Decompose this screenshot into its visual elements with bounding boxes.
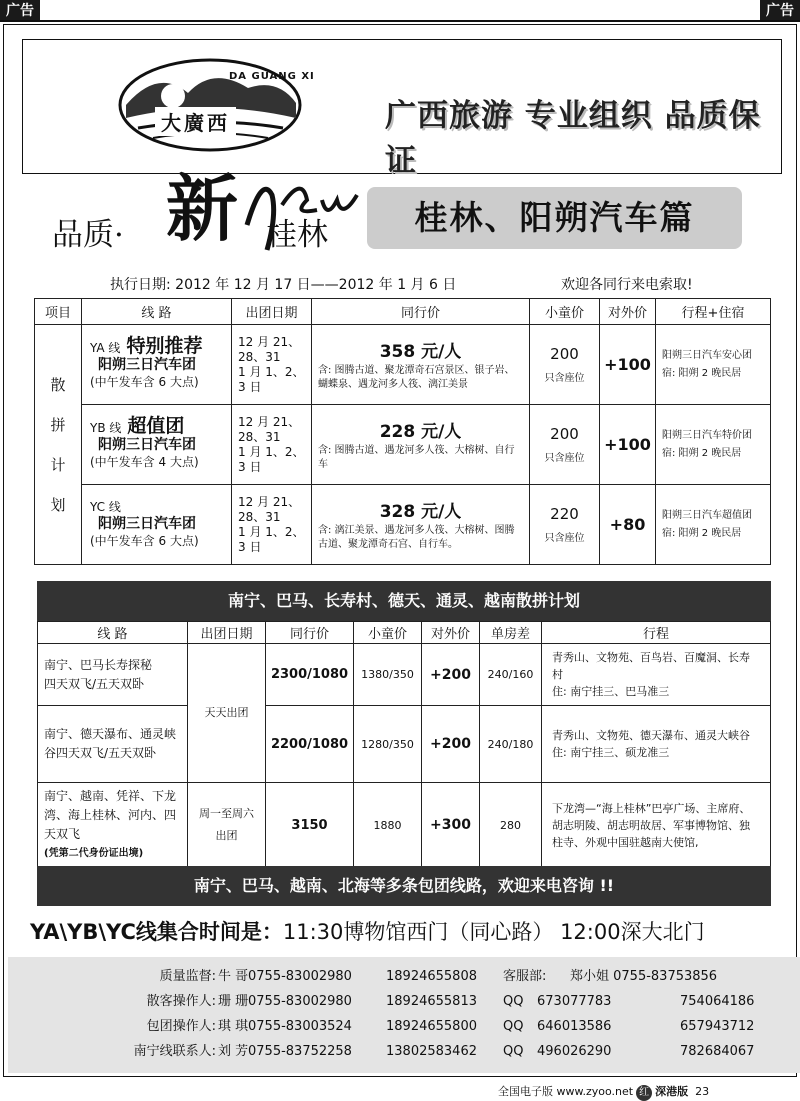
col-header: 线 路 bbox=[38, 622, 188, 644]
logo-banner bbox=[22, 39, 782, 179]
contact-role: 质量监督: bbox=[159, 969, 216, 984]
route-cell bbox=[82, 325, 232, 405]
child-price: 200 bbox=[550, 345, 579, 363]
itinerary-cell bbox=[656, 325, 771, 405]
child-note: 只含座位 bbox=[544, 373, 585, 384]
table-row bbox=[38, 783, 771, 868]
logo-english: DA GUANG XI bbox=[229, 71, 315, 82]
price-value: 328 元/人 bbox=[379, 502, 462, 522]
route-name: 阳朔三日汽车团 bbox=[98, 357, 196, 373]
itinerary-cell bbox=[656, 485, 771, 565]
contact-qq: 657943712 bbox=[680, 1019, 755, 1034]
route-code: YA 线 bbox=[90, 341, 121, 355]
assembly-label: YA\YB\YC线集合时间是： bbox=[30, 920, 283, 944]
child-note: 只含座位 bbox=[544, 453, 585, 464]
child-price: 1880 bbox=[354, 783, 422, 868]
contact-qq: 673077783 bbox=[537, 994, 612, 1009]
itinerary-cell bbox=[656, 405, 771, 485]
route-note: (中午发车含 4 大点) bbox=[90, 455, 199, 469]
price-cell bbox=[312, 485, 530, 565]
itinerary-name: 阳朔三日汽车安心团 bbox=[662, 349, 752, 361]
route-code: YB 线 bbox=[90, 421, 122, 435]
guilin-tour-table bbox=[34, 298, 771, 565]
itinerary-cell bbox=[542, 706, 771, 783]
route-name: 阳朔三日汽车团 bbox=[98, 516, 196, 532]
price-cell: 2200/1080 bbox=[266, 706, 354, 783]
category-char: 划 bbox=[50, 495, 66, 514]
contact-role: 南宁线联系人: bbox=[133, 1044, 216, 1059]
single-room: 240/180 bbox=[480, 706, 542, 783]
ad-label-left: 广告 bbox=[0, 0, 40, 22]
footer-site: 全国电子版 www.zyoo.net bbox=[498, 1085, 634, 1098]
extra-price: +100 bbox=[600, 405, 656, 485]
nanning-section-band: 南宁、巴马、长寿村、德天、通灵、越南散拼计划 bbox=[37, 581, 771, 621]
table-header-row bbox=[35, 299, 771, 325]
itinerary-cell bbox=[542, 644, 771, 706]
price-cell: 2300/1080 bbox=[266, 644, 354, 706]
contact-mobile: 18924655808 bbox=[386, 969, 477, 984]
extra-price: +200 bbox=[422, 644, 480, 706]
col-header: 行程 bbox=[542, 622, 771, 644]
child-price: 200 bbox=[550, 425, 579, 443]
price-includes: 含: 图腾古道、聚龙潭奇石宫景区、银子岩、蝴蝶泉、遇龙河多人筏、漓江美景 bbox=[318, 365, 515, 390]
price-value: 358 元/人 bbox=[379, 342, 462, 362]
contact-qq-label: QQ bbox=[503, 994, 524, 1009]
contact-qq-label: 客服部: bbox=[503, 969, 547, 984]
price-value: 228 元/人 bbox=[379, 422, 462, 442]
table-row bbox=[35, 405, 771, 485]
price-includes: 含: 漓江美景、遇龙河多人筏、大榕树、图腾古道、聚龙潭奇石宫、自行车。 bbox=[318, 525, 515, 550]
route-cell: 南宁、德天瀑布、通灵峡谷四天双飞/五天双卧 bbox=[38, 706, 188, 783]
contact-qq-label: QQ bbox=[503, 1044, 524, 1059]
page-frame bbox=[3, 24, 797, 1077]
itinerary-name: 阳朔三日汽车特价团 bbox=[662, 429, 752, 441]
itinerary-text: 青秀山、文物苑、德天瀑布、通灵大峡谷 bbox=[552, 729, 750, 742]
route-note: (凭第二代身份证出境) bbox=[44, 848, 144, 859]
single-room: 240/160 bbox=[480, 644, 542, 706]
itinerary-stay: 宿: 阳朔 2 晚民居 bbox=[662, 447, 742, 459]
table-row bbox=[35, 325, 771, 405]
table-header-row bbox=[38, 622, 771, 644]
page-footer bbox=[498, 1083, 709, 1101]
col-header: 对外价 bbox=[600, 299, 656, 325]
brand-prefix: 品质· bbox=[52, 217, 124, 253]
contact-name: 刘 芳 bbox=[218, 1044, 249, 1059]
category-char: 散 bbox=[50, 375, 66, 394]
contact-qq-label: QQ bbox=[503, 1019, 524, 1034]
contact-name: 珊 珊 bbox=[218, 994, 249, 1009]
route-code: YC 线 bbox=[90, 500, 121, 514]
top-rule bbox=[0, 20, 800, 22]
table-row bbox=[38, 706, 771, 783]
contact-role: 散客操作人: bbox=[146, 994, 216, 1009]
contact-qq: 754064186 bbox=[680, 994, 755, 1009]
route-text: 南宁、越南、凭祥、下龙湾、海上桂林、河内、四天双飞 bbox=[44, 789, 177, 841]
price-cell bbox=[312, 325, 530, 405]
contact-mobile: 13802583462 bbox=[386, 1044, 477, 1059]
col-header: 小童价 bbox=[530, 299, 600, 325]
single-room: 280 bbox=[480, 783, 542, 868]
contact-qq: 496026290 bbox=[537, 1044, 612, 1059]
slogan: 广西旅游 专业组织 品质保证 bbox=[385, 98, 761, 179]
col-header: 对外价 bbox=[422, 622, 480, 644]
itinerary-stay: 宿: 阳朔 2 晚民居 bbox=[662, 527, 742, 539]
footer-edition: 深港版 bbox=[655, 1085, 689, 1098]
extra-price: +300 bbox=[422, 783, 480, 868]
assembly-text: 11:30博物馆西门（同心路） 12:00深大北门 bbox=[282, 920, 705, 944]
price-includes: 含: 图腾古道、遇龙河多人筏、大榕树、自行车 bbox=[318, 445, 515, 470]
route-cell bbox=[82, 485, 232, 565]
extra-price: +80 bbox=[600, 485, 656, 565]
date-cell: 天天出团 bbox=[188, 644, 266, 783]
contact-service: 郑小姐 0755-83753856 bbox=[570, 969, 718, 984]
contact-qq: 646013586 bbox=[537, 1019, 612, 1034]
col-header: 项目 bbox=[35, 299, 82, 325]
charter-band: 南宁、巴马、越南、北海等多条包团线路，欢迎来电咨询 !! bbox=[37, 866, 771, 906]
col-header: 小童价 bbox=[354, 622, 422, 644]
itinerary-text: 青秀山、文物苑、百鸟岩、百魔洞、长寿村 bbox=[552, 651, 750, 681]
contact-phone: 0755-83003524 bbox=[248, 1019, 352, 1034]
section-title: 桂林、阳朔汽车篇 bbox=[367, 187, 742, 249]
contact-name: 琪 琪 bbox=[218, 1019, 249, 1034]
child-price-cell bbox=[530, 485, 600, 565]
date-cell: 周一至周六 出团 bbox=[188, 783, 266, 868]
price-cell: 3150 bbox=[266, 783, 354, 868]
contact-mobile: 18924655813 bbox=[386, 994, 477, 1009]
child-price: 1280/350 bbox=[354, 706, 422, 783]
col-header: 出团日期 bbox=[232, 299, 312, 325]
extra-price: +100 bbox=[600, 325, 656, 405]
route-cell bbox=[38, 783, 188, 868]
category-cell bbox=[35, 325, 82, 565]
col-header: 行程+住宿 bbox=[656, 299, 771, 325]
route-note: (中午发车含 6 大点) bbox=[90, 375, 199, 389]
brand-suffix: 桂林 bbox=[266, 217, 328, 253]
itinerary-name: 阳朔三日汽车超值团 bbox=[662, 509, 752, 521]
contact-phone: 0755-83002980 bbox=[248, 994, 352, 1009]
dates-cell: 12 月 21、28、31 1 月 1、2、3 日 bbox=[232, 485, 312, 565]
category-char: 计 bbox=[50, 455, 66, 474]
contact-mobile: 18924655800 bbox=[386, 1019, 477, 1034]
ad-label-right: 广告 bbox=[760, 0, 800, 22]
contacts-panel bbox=[8, 957, 800, 1073]
itinerary-stay: 宿: 阳朔 2 晚民居 bbox=[662, 367, 742, 379]
child-price-cell bbox=[530, 405, 600, 485]
col-header: 同行价 bbox=[266, 622, 354, 644]
assembly-time bbox=[30, 916, 705, 946]
route-highlight: 特别推荐 bbox=[126, 335, 203, 357]
hong-badge-icon: 红 bbox=[636, 1085, 652, 1101]
page-number: 23 bbox=[695, 1085, 710, 1098]
route-note: (中午发车含 6 大点) bbox=[90, 534, 199, 548]
route-highlight: 超值团 bbox=[127, 415, 185, 437]
itinerary-cell: 下龙湾—“海上桂林”巴亭广场、主席府、胡志明陵、胡志明故居、军事博物馆、独柱寺、外观中国驻越南大使馆, bbox=[542, 783, 771, 868]
itinerary-stay: 住: 南宁挂三、硕龙准三 bbox=[552, 746, 670, 759]
table-row bbox=[38, 644, 771, 706]
child-price-cell bbox=[530, 325, 600, 405]
welcome-text: 欢迎各同行来电索取! bbox=[561, 277, 693, 293]
category-char: 拼 bbox=[50, 415, 66, 434]
table-row bbox=[35, 485, 771, 565]
itinerary-stay: 住: 南宁挂三、巴马准三 bbox=[552, 685, 670, 698]
col-header: 线 路 bbox=[82, 299, 232, 325]
col-header: 同行价 bbox=[312, 299, 530, 325]
contact-role: 包团操作人: bbox=[146, 1019, 216, 1034]
contact-phone: 0755-83752258 bbox=[248, 1044, 352, 1059]
route-name: 阳朔三日汽车团 bbox=[98, 437, 196, 453]
child-price: 220 bbox=[550, 505, 579, 523]
dates-cell: 12 月 21、28、31 1 月 1、2、3 日 bbox=[232, 325, 312, 405]
col-header: 单房差 bbox=[480, 622, 542, 644]
contact-phone: 0755-83002980 bbox=[248, 969, 352, 984]
extra-price: +200 bbox=[422, 706, 480, 783]
brand-xin: 新 bbox=[166, 166, 239, 251]
route-cell: 南宁、巴马长寿探秘 四天双飞/五天双卧 bbox=[38, 644, 188, 706]
contact-qq: 782684067 bbox=[680, 1044, 755, 1059]
col-header: 出团日期 bbox=[188, 622, 266, 644]
child-note: 只含座位 bbox=[544, 533, 585, 544]
route-cell bbox=[82, 405, 232, 485]
price-cell bbox=[312, 405, 530, 485]
logo-chinese: 大廣西 bbox=[155, 107, 236, 136]
exec-date: 执行日期: 2012 年 12 月 17 日——2012 年 1 月 6 日 bbox=[110, 277, 457, 293]
child-price: 1380/350 bbox=[354, 644, 422, 706]
nanning-tour-table bbox=[37, 621, 771, 868]
dates-cell: 12 月 21、28、31 1 月 1、2、3 日 bbox=[232, 405, 312, 485]
contact-name: 牛 哥 bbox=[218, 969, 249, 984]
